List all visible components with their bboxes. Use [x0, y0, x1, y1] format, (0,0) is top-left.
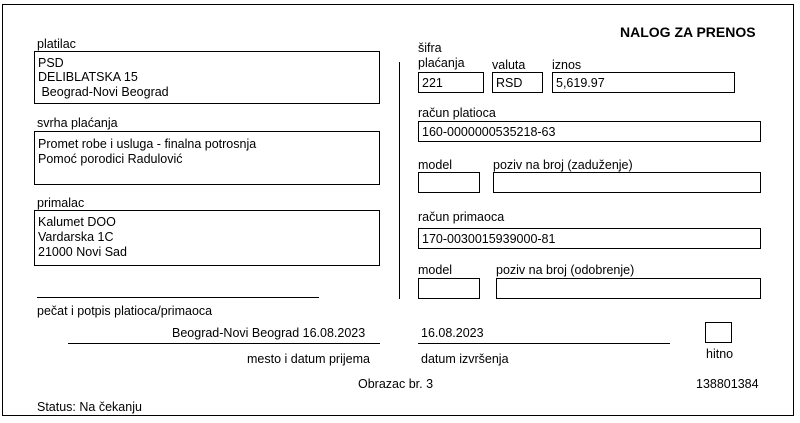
currency-field[interactable] [492, 72, 543, 93]
urgent-label: hitno [706, 347, 734, 361]
execution-date-value: 16.08.2023 [421, 326, 484, 340]
payer-line-1: PSD [38, 56, 64, 70]
column-divider [399, 62, 400, 299]
payer-label: platilac [37, 37, 76, 51]
recipient-line-1: Kalumet DOO [38, 215, 116, 229]
credit-reference-label: poziv na broj (odobrenje) [496, 263, 635, 277]
urgent-checkbox[interactable] [705, 322, 732, 343]
place-date-line [68, 343, 380, 344]
payer-line-2: DELIBLATSKA 15 [38, 70, 138, 84]
place-date-label: mesto i datum prijema [247, 352, 370, 366]
amount-field[interactable] [552, 72, 735, 93]
currency-value: RSD [496, 76, 523, 90]
recipient-account-field[interactable] [418, 228, 761, 249]
recipient-account-value: 170-0030015939000-81 [422, 232, 556, 246]
payment-code-field[interactable] [418, 72, 484, 93]
recipient-field[interactable] [34, 210, 380, 266]
purpose-line-1: Promet robe i usluga - finalna potrosnja [38, 137, 257, 151]
status-text: Status: Na čekanju [37, 400, 142, 414]
recipient-label: primalac [37, 196, 85, 210]
form-title: NALOG ZA PRENOS [620, 24, 756, 40]
debit-model-label: model [418, 158, 453, 172]
payment-code-value: 221 [422, 76, 443, 90]
payment-code-label-1: šifra [418, 41, 442, 55]
debit-reference-label: poziv na broj (zaduženje) [493, 158, 633, 172]
recipient-account-label: račun primaoca [418, 210, 505, 224]
purpose-line-2: Pomoć porodici Radulović [38, 152, 183, 166]
payer-account-field[interactable] [418, 121, 761, 142]
stamp-signature-line [37, 297, 319, 298]
purpose-label: svrha plaćanja [37, 116, 118, 130]
currency-label: valuta [492, 58, 526, 72]
amount-label: iznos [552, 58, 582, 72]
payer-account-value: 160-0000000535218-63 [422, 125, 556, 139]
payment-code-label-2: plaćanja [418, 56, 465, 70]
execution-date-line [418, 343, 670, 344]
debit-model-field[interactable] [418, 172, 480, 193]
form-number: Obrazac br. 3 [358, 377, 434, 391]
payer-line-3: Beograd-Novi Beograd [38, 85, 169, 99]
place-date-value: Beograd-Novi Beograd 16.08.2023 [172, 326, 366, 340]
payer-account-label: račun platioca [418, 106, 496, 120]
purpose-field[interactable] [34, 131, 380, 185]
amount-value: 5,619.97 [556, 76, 605, 90]
document-number: 138801384 [696, 377, 759, 391]
execution-date-label: datum izvršenja [421, 352, 509, 366]
stamp-label: pečat i potpis platioca/primaoca [37, 304, 213, 318]
credit-model-label: model [418, 263, 453, 277]
recipient-line-2: Vardarska 1C [38, 230, 114, 244]
recipient-line-3: 21000 Novi Sad [38, 245, 127, 259]
debit-reference-field[interactable] [493, 172, 761, 193]
credit-model-field[interactable] [418, 278, 480, 299]
credit-reference-field[interactable] [496, 278, 761, 299]
payer-field[interactable] [34, 51, 380, 104]
